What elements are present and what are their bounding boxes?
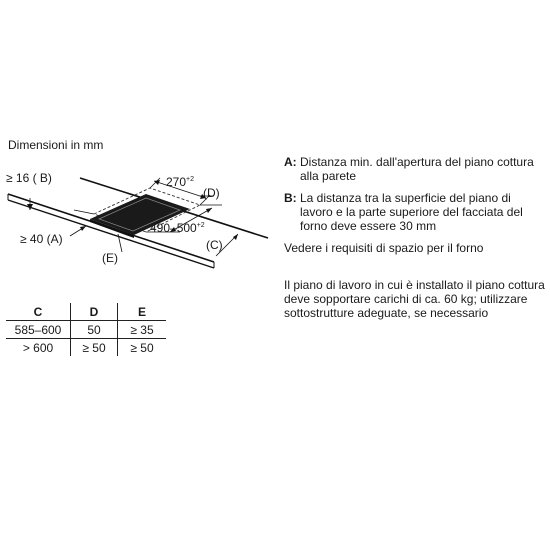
note-key: B: <box>284 191 297 205</box>
drawing-title: Dimensioni in mm <box>8 138 104 152</box>
cell-e: ≥ 35 <box>118 321 167 339</box>
note-b <box>284 191 546 233</box>
arrow-c <box>233 234 238 240</box>
col-header-c: C <box>6 303 71 321</box>
label-c: (C) <box>206 238 223 252</box>
dim-a-leader <box>74 210 94 214</box>
cell-d: 50 <box>71 321 118 339</box>
arrow-a <box>80 226 86 231</box>
label-d: (D) <box>203 186 220 200</box>
cell-c: > 600 <box>6 339 71 357</box>
table-header-row <box>6 303 166 321</box>
arrow-width-b <box>206 208 212 213</box>
cell-d: ≥ 50 <box>71 339 118 357</box>
dim-depth-value: $270^{+2}$ <box>166 175 195 189</box>
notes-panel <box>284 155 546 320</box>
table-row <box>6 339 166 357</box>
note-a <box>284 155 546 183</box>
note-text: Distanza min. dall'apertura del piano cottura alla parete <box>300 155 534 183</box>
dimension-table <box>6 303 166 356</box>
col-header-d: D <box>71 303 118 321</box>
note-key: A: <box>284 155 297 169</box>
label-b: ≥ 16 ( B) <box>6 171 52 185</box>
col-header-e: E <box>118 303 167 321</box>
note-text: La distanza tra la superficie del piano di lavoro e la parte superiore del facciata del forno deve essere 30 mm <box>300 191 523 233</box>
cell-e: ≥ 50 <box>130 340 154 355</box>
note-load-capacity: Il piano di lavoro in cui è installato il piano cottura deve sopportare carichi di ca. 60 kg; utilizzare sottostrutture adeguate, se necessario <box>284 278 545 320</box>
dim-width-value: $490-500^{+2}$ <box>150 221 205 235</box>
table-row <box>6 321 166 339</box>
cell-c: 585–600 <box>6 321 71 339</box>
label-e: (E) <box>102 251 118 265</box>
note-oven-space: Vedere i requisiti di spazio per il forno <box>284 241 484 255</box>
label-a: ≥ 40 (A) <box>20 232 63 246</box>
